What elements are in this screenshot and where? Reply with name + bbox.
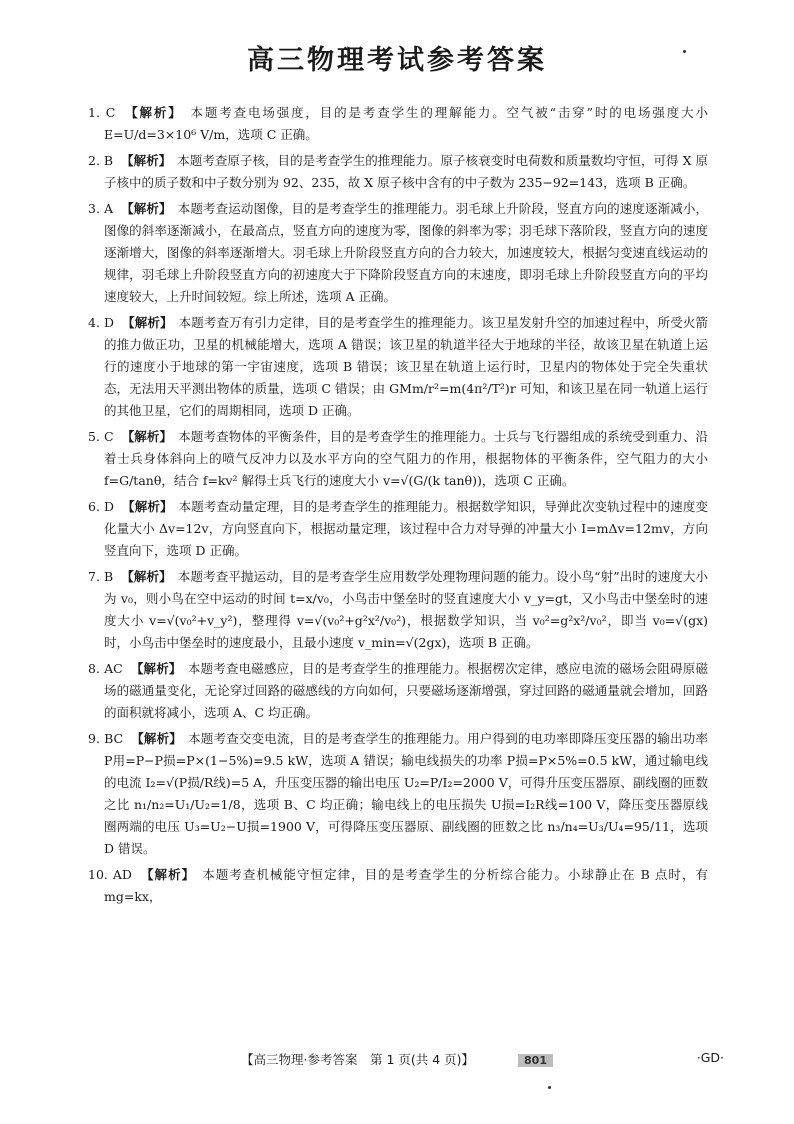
analysis-tag: 【解析】 — [121, 201, 172, 216]
analysis-tag: 【解析】 — [131, 731, 182, 746]
answer-text: 本题考查原子核，目的是考查学生的推理能力。原子核衰变时电荷数和质量数均守恒，可得 X 原子核中的质子数和中子数分别为 92、235，故 X 原子核中含有的中子数为 235−92=143，选项 B 正确。 — [104, 153, 708, 190]
analysis-tag: 【解析】 — [122, 315, 173, 330]
answer-number: 3. A — [88, 201, 114, 216]
scan-speck — [683, 50, 686, 53]
answer-text: 本题考查动量定理，目的是考查学生的推理能力。根据数学知识，导弹此次变轨过程中的速度变化量大小 Δv=12v，方向竖直向下，根据动量定理，该过程中合力对导弹的冲量大小 I=mΔv=12mv，方向竖直向下，选项 D 正确。 — [104, 499, 708, 558]
answer-text: 本题考查平抛运动，目的是考查学生应用数学处理物理问题的能力。设小鸟“射”出时的速度大小为 v₀，则小鸟在空中运动的时间 t=x/v₀，小鸟击中堡垒时的竖直速度大小 v_y=gt，又小鸟击中堡垒时的速度大小 v=√(v₀²+v_y²)，整理得 v=√(v₀²+g²x²/v₀²)，根据数学知识，当 v₀²=g²x²/v₀²，即当 v₀=√(gx) 时，小鸟击中堡垒时的速度最小，且最小速度 v_min=√(2gx)，选项 B 正确。 — [104, 569, 708, 650]
answer-number: 10. AD — [88, 867, 132, 882]
page-title: 高三物理考试参考答案 — [247, 45, 547, 76]
answer-number: 8. AC — [88, 661, 123, 676]
answer-list — [88, 102, 708, 912]
answer-number: 6. D — [88, 499, 115, 514]
answer-text: 本题考查物体的平衡条件，目的是考查学生的推理能力。士兵与飞行器组成的系统受到重力、沿着士兵身体斜向上的喷气反冲力以及水平方向的空气阻力的作用，根据物体的平衡条件，空气阻力的大小 f=G/tanθ，结合 f=kv² 解得士兵飞行的速度大小 v=√(G/(k tanθ))，选项 C 正确。 — [104, 429, 708, 488]
answer-item-7 — [88, 566, 708, 654]
answer-item-9 — [88, 728, 708, 860]
answer-number: 7. B — [88, 569, 114, 584]
answer-text: 本题考查交变电流，目的是考查学生的推理能力。用户得到的电功率即降压变压器的输出功率 P用=P−P损=P×(1−5%)=9.5 kW，选项 A 错误；输电线损失的功率 P损=P×5%=0.5 kW，通过输电线的电流 I₂=√(P损/R线)=5 A，升压变压器的输出电压 U₂=P/I₂=2000 V，可得升压变压器原、副线圈的匝数之比 n₁/n₂=U₁/U₂=1/8，选项 B、C 均正确；输电线上的电压损失 U损=I₂R线=100 V，降压变压器原线圈两端的电压 U₃=U₂−U损=1900 V，可得降压变压器原、副线圈的匝数之比 n₃/n₄=U₃/U₄=95/11，选项 D 错误。 — [104, 731, 708, 856]
page-footer — [0, 1050, 794, 1068]
answer-text: 本题考查万有引力定律，目的是考查学生的推理能力。该卫星发射升空的加速过程中，所受火箭的推力做正功，卫星的机械能增大，选项 A 错误；该卫星的轨道半径大于地球的半径，故该卫星在轨道上运行的速度小于地球的第一宇宙速度，选项 B 错误；该卫星在轨道上运行时，卫星内的物体处于完全失重状态，无法用天平测出物体的质量，选项 C 错误；由 GMm/r²=m(4π²/T²)r 可知，和该卫星在同一轨道上运行的其他卫星，它们的周期相同，选项 D 正确。 — [104, 315, 708, 418]
analysis-tag: 【解析】 — [130, 661, 182, 676]
answer-number: 9. BC — [88, 731, 124, 746]
analysis-tag: 【解析】 — [121, 153, 172, 168]
footer-code-badge: 801 — [518, 1054, 553, 1067]
answer-number: 5. C — [88, 429, 114, 444]
answer-item-4 — [88, 312, 708, 422]
analysis-tag: 【解析】 — [140, 867, 196, 882]
answer-item-2 — [88, 150, 708, 194]
answer-item-1 — [88, 102, 708, 146]
analysis-tag: 【解析】 — [125, 105, 183, 120]
answer-text: 本题考查运动图像，目的是考查学生的推理能力。羽毛球上升阶段，竖直方向的速度逐渐减小，图像的斜率逐渐减小，在最高点，竖直方向的速度为零，图像的斜率为零；羽毛球下落阶段，竖直方向的速度逐渐增大，图像的斜率逐渐增大。羽毛球上升阶段竖直方向的合力较大，加速度较大，根据匀变速直线运动的规律，羽毛球上升阶段竖直方向的初速度大于下降阶段竖直方向的末速度，即羽毛球上升阶段竖直方向的平均速度较大，上升时间较短。综上所述，选项 A 正确。 — [104, 201, 708, 304]
scan-speck — [548, 1086, 551, 1089]
answer-text: 本题考查电场强度，目的是考查学生的理解能力。空气被“击穿”时的电场强度大小 E=U/d=3×10⁶ V/m，选项 C 正确。 — [104, 105, 708, 142]
answer-item-8 — [88, 658, 708, 724]
answer-number: 1. C — [88, 105, 116, 120]
analysis-tag: 【解析】 — [121, 429, 173, 444]
footer-region-mark: ·GD· — [696, 1050, 724, 1065]
answer-item-6 — [88, 496, 708, 562]
answer-item-5 — [88, 426, 708, 492]
answer-number: 2. B — [88, 153, 114, 168]
answer-item-10 — [88, 864, 708, 908]
answer-number: 4. D — [88, 315, 115, 330]
answer-text: 本题考查电磁感应，目的是考查学生的推理能力。根据楞次定律，感应电流的磁场会阻碍原磁场的磁通量变化，无论穿过回路的磁感线的方向如何，只要磁场逐渐增强，穿过回路的磁通量就会增加，回路的面积就将减小，选项 A、C 均正确。 — [104, 661, 708, 720]
answer-item-3 — [88, 198, 708, 308]
analysis-tag: 【解析】 — [122, 499, 173, 514]
footer-page-label: 【高三物理·参考答案 第 1 页(共 4 页)】 — [241, 1052, 475, 1067]
analysis-tag: 【解析】 — [121, 569, 172, 584]
answer-text: 本题考查机械能守恒定律，目的是考查学生的分析综合能力。小球静止在 B 点时，有 mg=kx， — [104, 867, 708, 904]
